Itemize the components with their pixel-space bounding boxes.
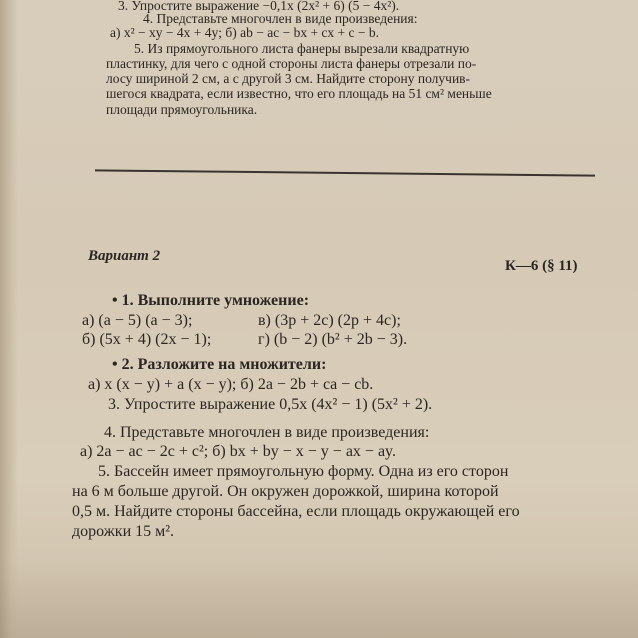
task-1-v: в) (3p + 2c) (2p + 4c);	[258, 312, 401, 329]
text-line: шегося квадрата, если известно, что его площадь на 51 см² меньше	[106, 86, 492, 101]
task-5-line: 5. Бассейн имеет прямоугольную форму. Одна из его сторон	[98, 463, 509, 480]
task-4-title: 4. Представьте многочлен в виде произведения:	[104, 424, 430, 441]
text-line: 3. Упростите выражение −0,1x (2x² + 6) (5 − 4x²).	[118, 0, 400, 13]
task-1-title: • 1. Выполните умножение:	[112, 292, 310, 309]
task-3-line: 3. Упростите выражение 0,5x (4x² − 1) (5x² + 2).	[108, 396, 433, 413]
bottom-shadow	[0, 560, 638, 638]
task-5-line: 0,5 м. Найдите стороны бассейна, если площадь окружающей его	[72, 503, 520, 520]
task-4-line: а) 2a − ac − 2c + c²; б) bx + by − x − y − ax − ay.	[80, 443, 396, 460]
page-fold-shadow	[0, 0, 18, 638]
section-divider	[95, 169, 595, 176]
text-line: 5. Из прямоугольного листа фанеры вырезали квадратную	[134, 41, 470, 56]
text-line: а) x² − xy − 4x + 4y; б) ab − ac − bx + cx + c − b.	[110, 25, 380, 40]
text-line: площади прямоугольника.	[106, 102, 258, 117]
task-1-a: а) (a − 5) (a − 3);	[82, 312, 193, 329]
task-5-line: на 6 м больше другой. Он окружен дорожкой, ширина которой	[72, 483, 499, 500]
task-2-title: • 2. Разложите на множители:	[112, 356, 327, 373]
task-1-b: б) (5x + 4) (2x − 1);	[82, 331, 212, 348]
task-5-line: дорожки 15 м².	[72, 523, 175, 540]
test-code: К—6 (§ 11)	[505, 258, 578, 274]
text-line: 4. Представьте многочлен в виде произведения:	[143, 11, 418, 26]
task-2-line: а) x (x − y) + a (x − y); б) 2a − 2b + ca − cb.	[88, 376, 374, 393]
variant-title: Вариант 2	[88, 248, 161, 264]
text-line: лосу шириной 2 см, а с другой 3 см. Найдите сторону получив-	[106, 71, 471, 86]
task-1-g: г) (b − 2) (b² + 2b − 3).	[258, 331, 408, 348]
text-line: пластинку, для чего с одной стороны листа фанеры отрезали по-	[106, 56, 477, 71]
